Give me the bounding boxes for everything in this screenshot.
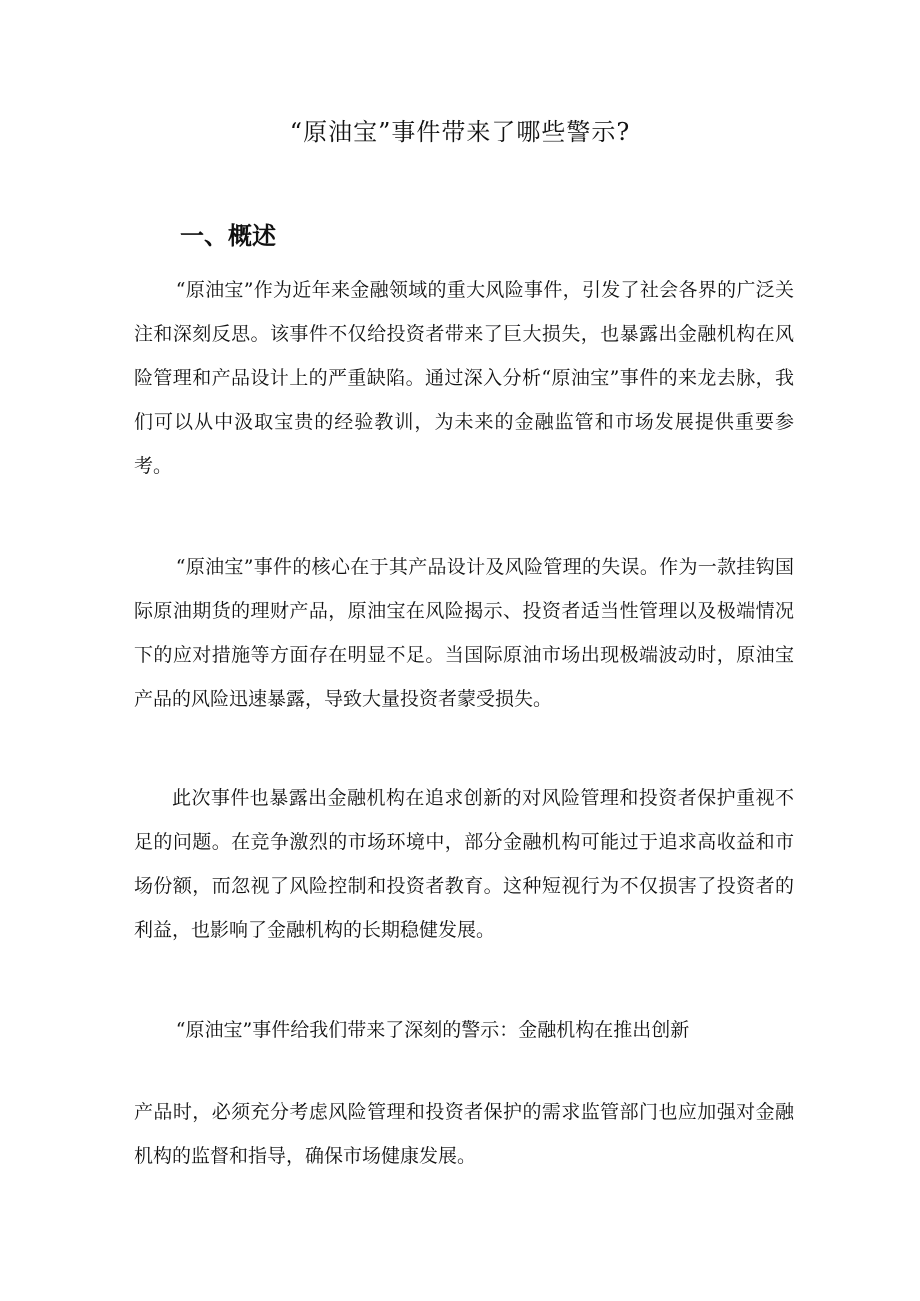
paragraph-institution-issue: 此次事件也暴露出金融机构在追求创新的对风险管理和投资者保护重视不足的问题。在竞争激烈的市场环境中，部分金融机构可能过于追求高收益和市场份额，而忽视了风险控制和投资者教育。这种短视行为不仅损害了投资者的利益，也影响了金融机构的长期稳健发展。: [134, 787, 794, 941]
paragraph-core-issue: “原油宝”事件的核心在于其产品设计及风险管理的失误。作为一款挂钩国际原油期货的理财产品，原油宝在风险揭示、投资者适当性管理以及极端情况下的应对措施等方面存在明显不足。当国际原油市场出现极端波动时，原油宝产品的风险迅速暴露，导致大量投资者蒙受损失。: [134, 556, 794, 710]
section-heading: 一、概述: [180, 222, 276, 250]
paragraph-overview: “原油宝”作为近年来金融领域的重大风险事件，引发了社会各界的广泛关注和深刻反思。该事件不仅给投资者带来了巨大损失，也暴露出金融机构在风险管理和产品设计上的严重缺陷。通过深入分析“原油宝”事件的来龙去脉，我们可以从中汲取宝贵的经验教训，为未来的金融监管和市场发展提供重要参考。: [134, 279, 794, 477]
paragraph-warning-start: “原油宝”事件给我们带来了深刻的警示：金融机构在推出创新: [175, 1019, 690, 1041]
document-title: “原油宝”事件带来了哪些警示?: [289, 118, 631, 146]
paragraph-warning-continued: 产品时，必须充分考虑风险管理和投资者保护的需求监管部门也应加强对金融机构的监督和指导，确保市场健康发展。: [134, 1101, 794, 1167]
